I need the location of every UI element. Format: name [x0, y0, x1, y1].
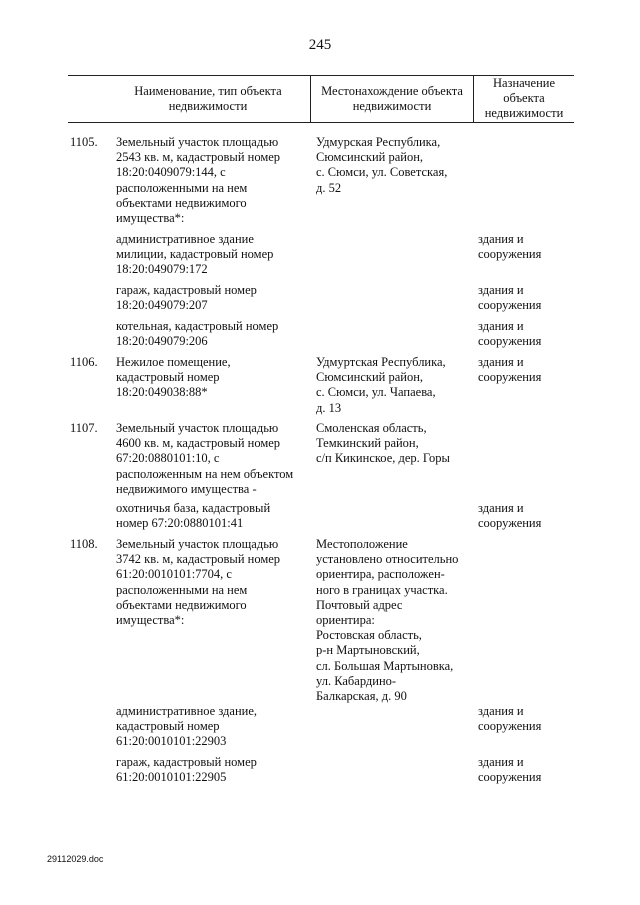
row-object-name: Нежилое помещение, кадастровый номер 18:20:049038:88*	[116, 355, 231, 400]
row-location: Местоположение установлено относительно ориентира, расположен- ного в границах участка. Почтовый адрес ориентира: Ростовская область, р-н Мартыновский, сл. Большая Мартыновка, ул. Кабардино- Балкарская, д. 90	[316, 537, 459, 704]
row-purpose: здания и сооружения	[478, 232, 542, 262]
row-object-name: гараж, кадастровый номер 18:20:049079:207	[116, 283, 257, 313]
row-number: 1108.	[70, 537, 98, 551]
row-location: Смоленская область, Темкинский район, с/п Кикинское, дер. Горы	[316, 421, 450, 466]
row-object-name: Земельный участок площадью 4600 кв. м, кадастровый номер 67:20:0880101:10, с расположенным на нем объектом недвижимого имущества -	[116, 421, 294, 496]
row-object-name: гараж, кадастровый номер 61:20:0010101:22905	[116, 755, 257, 785]
header-purpose-column: Назначение объекта недвижимости	[484, 76, 564, 120]
page-number: 245	[308, 37, 332, 53]
row-purpose: здания и сооружения	[478, 704, 542, 734]
header-divider-1	[310, 75, 311, 122]
document-filename: 29112029.doc	[47, 854, 104, 864]
row-object-name: административное здание милиции, кадастровый номер 18:20:049079:172	[116, 232, 274, 277]
row-object-name: Земельный участок площадью 2543 кв. м, кадастровый номер 18:20:0409079:144, с расположенными на нем объектами недвижимого имущества*:	[116, 135, 281, 226]
row-purpose: здания и сооружения	[478, 355, 542, 385]
row-object-name: котельная, кадастровый номер 18:20:049079:206	[116, 319, 279, 349]
row-object-name: административное здание, кадастровый номер 61:20:0010101:22903	[116, 704, 258, 749]
table-header-bottom-rule	[68, 122, 574, 123]
row-purpose: здания и сооружения	[478, 283, 542, 313]
row-object-name: охотничья база, кадастровый номер 67:20:0880101:41	[116, 501, 271, 531]
row-location: Удмурская Республика, Сюмсинский район, с. Сюмси, ул. Советская, д. 52	[316, 135, 448, 195]
header-location-column: Местонахождение объекта недвижимости	[321, 84, 463, 113]
row-number: 1107.	[70, 421, 98, 435]
row-number: 1105.	[70, 135, 98, 149]
row-object-name: Земельный участок площадью 3742 кв. м, кадастровый номер 61:20:0010101:7704, с расположенными на нем объектами недвижимого имущества*:	[116, 537, 281, 628]
row-location: Удмуртская Республика, Сюмсинский район, с. Сюмси, ул. Чапаева, д. 13	[316, 355, 446, 415]
row-purpose: здания и сооружения	[478, 755, 542, 785]
header-name-column: Наименование, тип объекта недвижимости	[134, 84, 282, 113]
row-number: 1106.	[70, 355, 98, 369]
row-purpose: здания и сооружения	[478, 501, 542, 531]
row-purpose: здания и сооружения	[478, 319, 542, 349]
